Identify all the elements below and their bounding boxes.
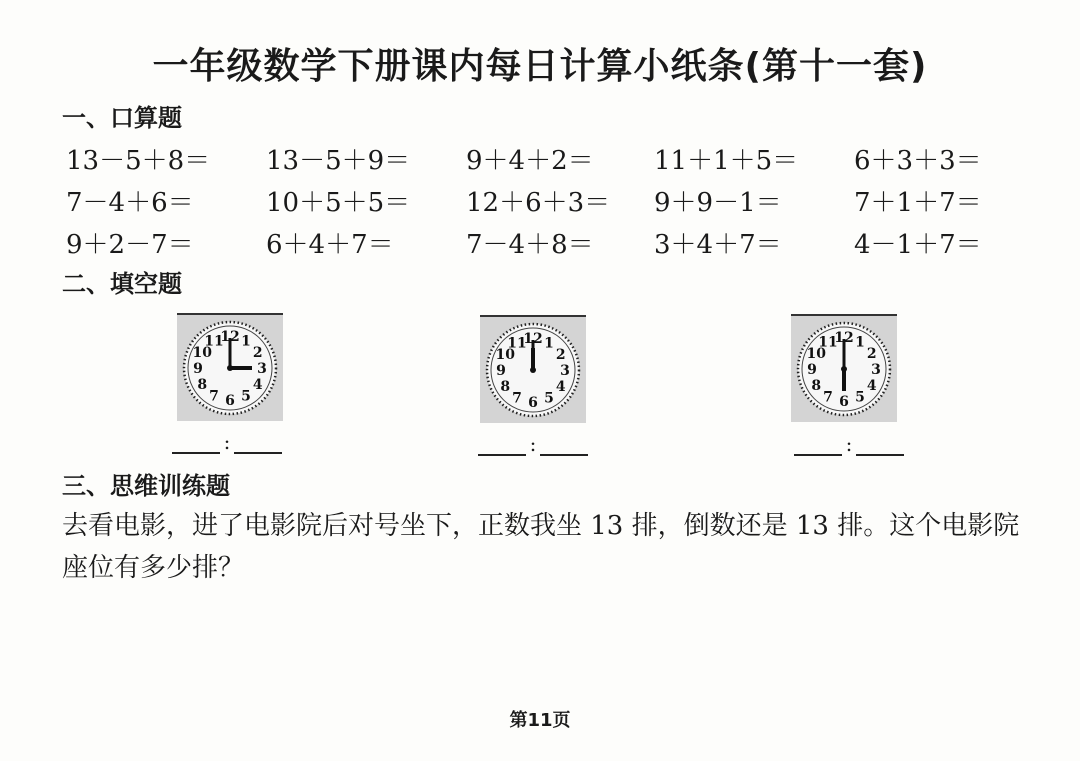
time-answer-blank[interactable] <box>794 432 904 456</box>
hour-blank[interactable] <box>794 454 842 456</box>
problem: 11＋1＋5＝ <box>654 146 799 176</box>
clock-number: 7 <box>823 389 833 406</box>
problem: 13－5＋8＝ <box>66 146 211 176</box>
time-separator: : <box>529 432 537 456</box>
clock-number: 3 <box>560 363 570 379</box>
clock-number: 12 <box>834 330 854 346</box>
clock-number: 11 <box>507 335 527 352</box>
clock-number: 6 <box>528 395 538 411</box>
clock-face-icon <box>791 316 897 422</box>
clock-number: 10 <box>192 345 213 361</box>
clock-image <box>791 314 897 422</box>
section-heading-fill: 二、填空题 <box>62 270 182 298</box>
clock-number: 8 <box>197 377 208 393</box>
clock-number: 8 <box>811 378 822 394</box>
clock-face-icon <box>480 317 586 423</box>
word-problem: 去看电影，进了电影院后对号坐下，正数我坐 13 排，倒数还是 13 排。这个电影院座位有多少排？ <box>62 511 1020 583</box>
clock-number: 10 <box>806 346 827 362</box>
minute-blank[interactable] <box>540 454 588 456</box>
clock-number: 1 <box>544 335 554 352</box>
clock-number: 5 <box>241 388 251 405</box>
clock-number: 6 <box>225 393 235 409</box>
problem: 12＋6＋3＝ <box>466 188 611 218</box>
section-heading-think: 三、思维训练题 <box>62 472 230 500</box>
clock-number: 9 <box>807 362 817 378</box>
clock-number: 3 <box>257 361 267 377</box>
time-answer-blank[interactable] <box>172 430 282 454</box>
minute-blank[interactable] <box>234 452 282 454</box>
problem-row-2 <box>66 182 1026 216</box>
problem-row-3 <box>66 224 1026 258</box>
problem: 9＋9－1＝ <box>654 188 782 218</box>
clock-number: 11 <box>818 334 838 351</box>
clock-number: 2 <box>555 347 566 363</box>
problem: 9＋2－7＝ <box>66 230 194 260</box>
clock-face-icon <box>177 315 283 421</box>
problem: 9＋4＋2＝ <box>466 146 594 176</box>
clock-image <box>480 315 586 423</box>
clock-number: 6 <box>839 394 849 410</box>
clock-number: 9 <box>496 363 506 379</box>
problem: 7－4＋8＝ <box>466 230 594 260</box>
clock-number: 1 <box>241 333 251 350</box>
problem: 6＋3＋3＝ <box>854 146 982 176</box>
clock-number: 8 <box>500 379 511 395</box>
page-title: 一年级数学下册课内每日计算小纸条(第十一套) <box>152 46 928 87</box>
minute-blank[interactable] <box>856 454 904 456</box>
clock-number: 7 <box>209 388 219 405</box>
problem: 4－1＋7＝ <box>854 230 982 260</box>
clock-number: 4 <box>252 377 263 393</box>
clock-number: 12 <box>220 329 240 345</box>
clock-number: 5 <box>855 389 865 406</box>
clock-number: 2 <box>866 346 877 362</box>
problem: 13－5＋9＝ <box>266 146 411 176</box>
problem: 7－4＋6＝ <box>66 188 194 218</box>
clock-image <box>177 313 283 421</box>
clock-number: 5 <box>544 390 554 407</box>
clock-number: 10 <box>495 347 516 363</box>
problem: 6＋4＋7＝ <box>266 230 394 260</box>
problem: 3＋4＋7＝ <box>654 230 782 260</box>
time-separator: : <box>845 432 853 456</box>
hour-blank[interactable] <box>172 452 220 454</box>
time-separator: : <box>223 430 231 454</box>
clock-number: 3 <box>871 362 881 378</box>
clock-number: 11 <box>204 333 224 350</box>
hour-blank[interactable] <box>478 454 526 456</box>
problem: 7＋1＋7＝ <box>854 188 982 218</box>
clock-number: 1 <box>855 334 865 351</box>
problem-row-1 <box>66 140 1026 174</box>
section-heading-oral: 一、口算题 <box>62 104 182 132</box>
page-number: 第11页 <box>509 710 571 731</box>
problem: 10＋5＋5＝ <box>266 188 411 218</box>
clock-number: 4 <box>555 379 566 395</box>
clock-number: 12 <box>523 331 543 347</box>
clock-number: 2 <box>252 345 263 361</box>
clock-number: 9 <box>193 361 203 377</box>
time-answer-blank[interactable] <box>478 432 588 456</box>
clock-number: 4 <box>866 378 877 394</box>
clock-number: 7 <box>512 390 522 407</box>
